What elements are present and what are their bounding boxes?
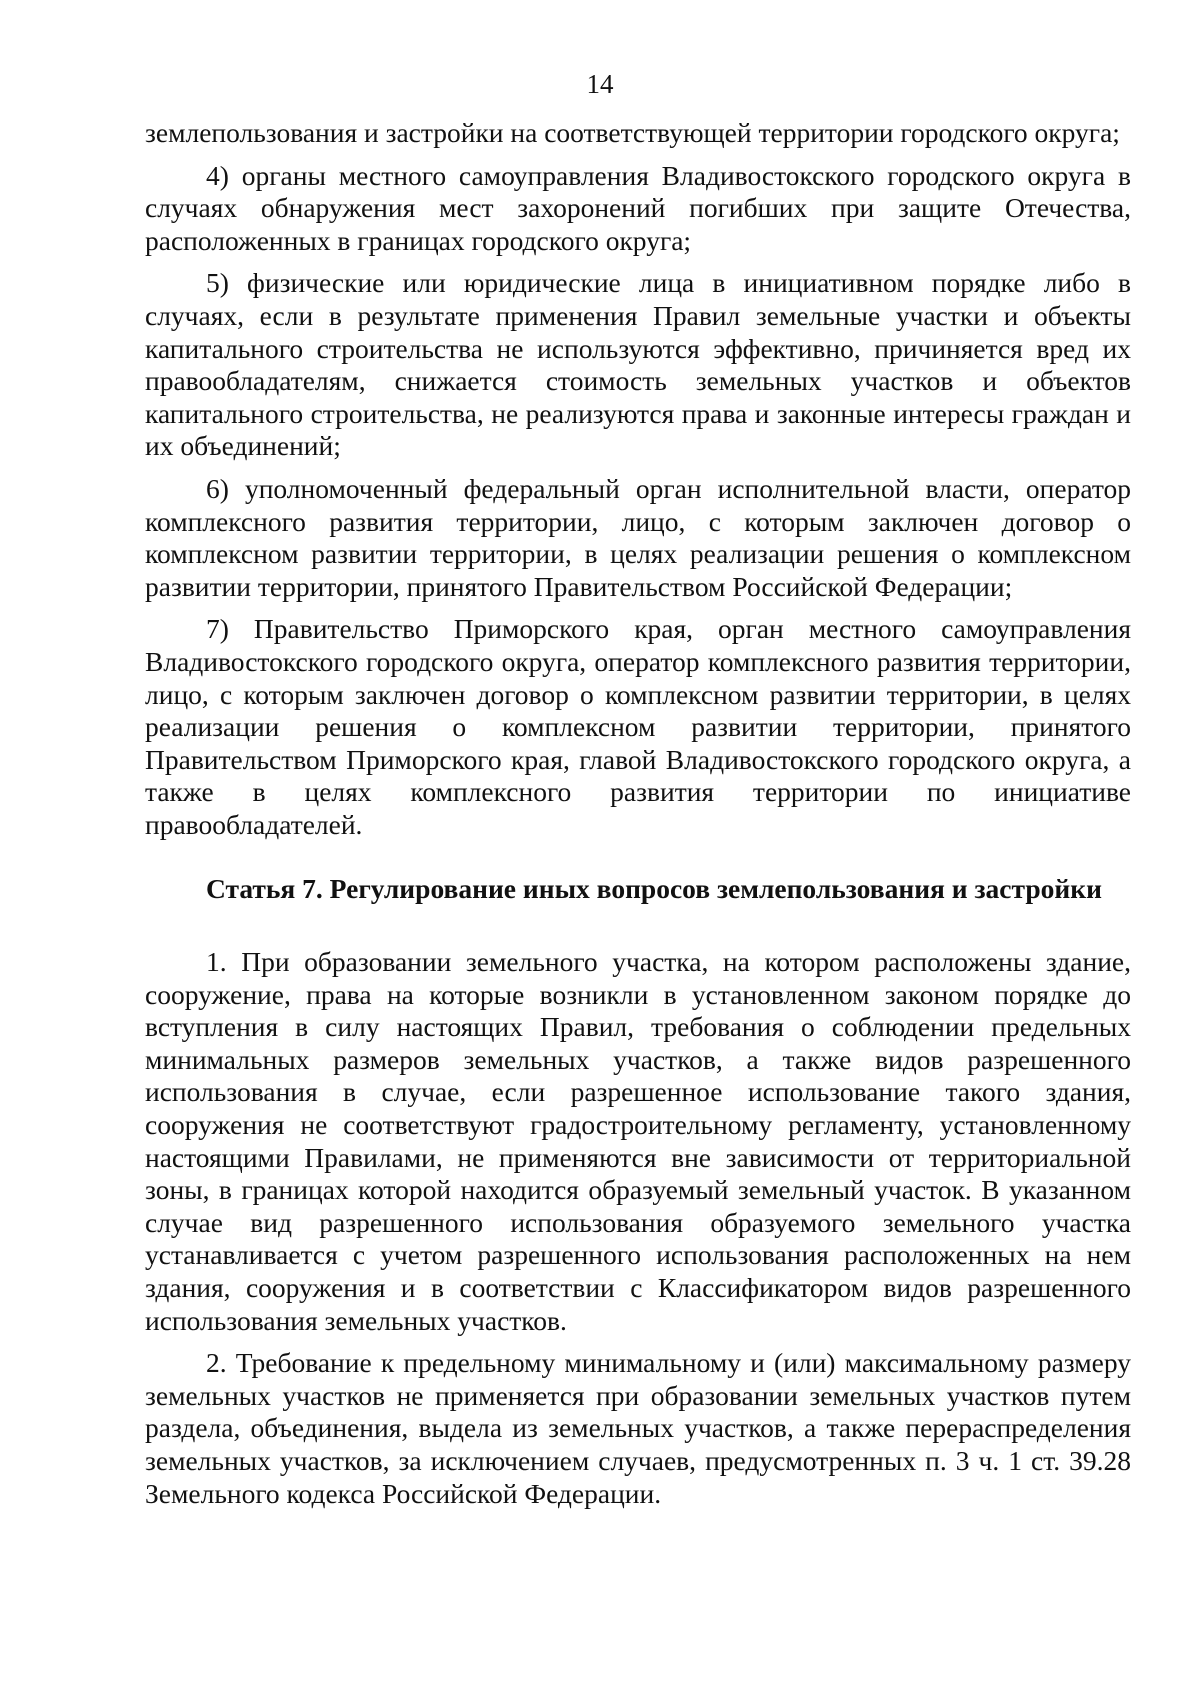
- page-number: 14: [586, 69, 614, 99]
- article-paragraph-2: 2. Требование к предельному минимальному и (или) максимальному размеру земельных участков не применяется при образовании земельных участков путем раздела, объединения, выдела из земельных участков, а также перераспределения земельных участков, за исключением случаев, предусмотренных п. 3 ч. 1 ст. 39.28 Земельного кодекса Российской Федерации.: [145, 1347, 1131, 1509]
- list-item-4: 4) органы местного самоуправления Владивостокского городского округа в случаях обнаружения мест захоронений погибших при защите Отечества, расположенных в границах городского округа;: [145, 159, 1131, 256]
- article-paragraph-1: 1. При образовании земельного участка, на котором расположены здание, сооружение, права на которые возникли в установленном законом порядке до вступления в силу настоящих Правил, требования о соблюдении предельных минимальных размеров земельных участков, а также видов разрешенного использования в случае, если разрешенное использование такого здания, сооружения не соответствуют градостроительному регламенту, установленному настоящими Правилами, не применяются вне зависимости от территориальной зоны, в границах которой находится образуемый земельный участок. В указанном случае вид разрешенного использования образуемого земельного участка устанавливается с учетом разрешенного использования расположенных на нем здания, сооружения и в соответствии с Классификатором видов разрешенного использования земельных участков.: [145, 946, 1131, 1336]
- article-heading: Статья 7. Регулирование иных вопросов землепользования и застройки: [206, 873, 1102, 905]
- list-item-7: 7) Правительство Приморского края, орган местного самоуправления Владивостокского городского округа, оператор комплексного развития территории, лицо, с которым заключен договор о комплексном развитии территории, в целях реализации решения о комплексном развитии территории, принятого Правительством Приморского края, главой Владивостокского городского округа, а также в целях комплексного развития территории по инициативе правообладателей.: [145, 613, 1131, 840]
- paragraph-continuation: землепользования и застройки на соответствующей территории городского округа;: [145, 117, 1120, 148]
- list-item-5: 5) физические или юридические лица в инициативном порядке либо в случаях, если в результате применения Правил земельные участки и объекты капитального строительства не используются эффективно, причиняется вред их правообладателям, снижается стоимость земельных участков и объектов капитального строительства, не реализуются права и законные интересы граждан и их объединений;: [145, 267, 1131, 462]
- page-content: [145, 117, 1131, 1510]
- list-item-6: 6) уполномоченный федеральный орган исполнительной власти, оператор комплексного развития территории, лицо, с которым заключен договор о комплексном развитии территории, в целях реализации решения о комплексном развитии территории, принятого Правительством Российской Федерации;: [145, 472, 1131, 602]
